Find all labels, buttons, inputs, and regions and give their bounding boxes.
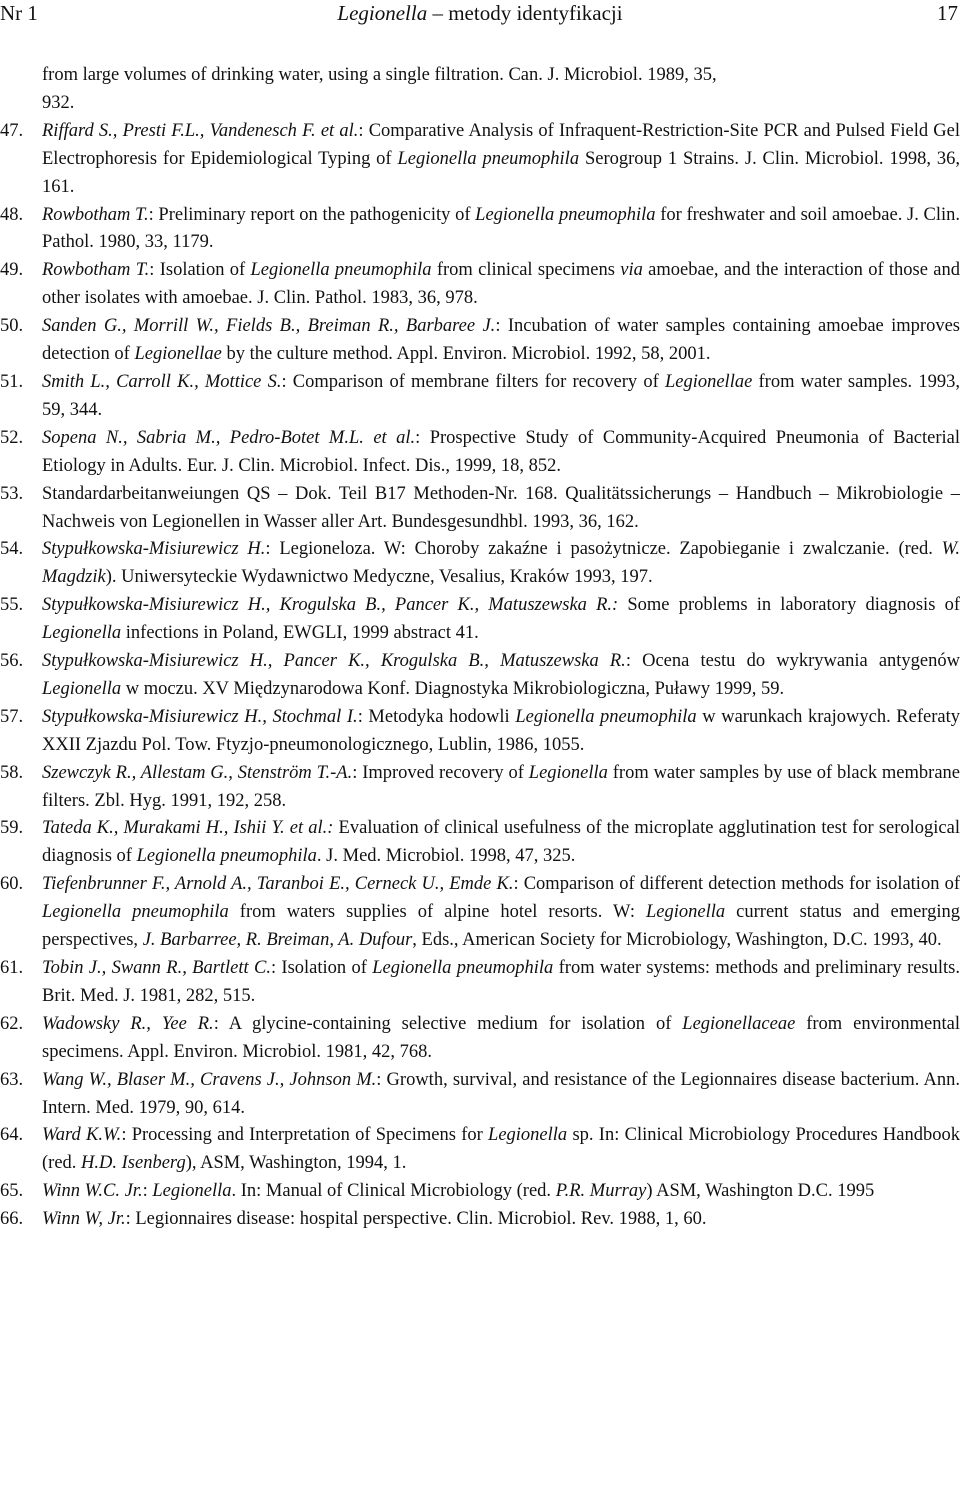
issue-number: Nr 1 bbox=[0, 1, 38, 25]
reference-65: 65. Winn W.C. Jr.: Legionella. In: Manual of Clinical Microbiology (red. P.R. Murray) ASM, Washington D.C. 1995 bbox=[0, 1181, 875, 1202]
reference-list bbox=[0, 62, 960, 1234]
reference-66: 66. Winn W, Jr.: Legionnaires disease: hospital perspective. Clin. Microbiol. Rev. 1988, 1, 60. bbox=[0, 1209, 707, 1230]
reference-58: 58. Szewczyk R., Allestam G., Stenström T.-A.: Improved recovery of Legionella from water samples by use of black membrane filters. Zbl. Hyg. 1991, 192, 258. bbox=[0, 762, 960, 811]
reference-63: 63. Wang W., Blaser M., Cravens J., Johnson M.: Growth, survival, and resistance of the Legionnaires disease bacterium. Ann. Intern. Med. 1979, 90, 614. bbox=[0, 1069, 960, 1118]
reference-62: 62. Wadowsky R., Yee R.: A glycine-containing selective medium for isolation of Legionellaceae from environmental specimens. Appl. Environ. Microbiol. 1981, 42, 768. bbox=[0, 1013, 960, 1062]
reference-57: 57. Stypułkowska-Misiurewicz H., Stochmal I.: Metodyka hodowli Legionella pneumophila w warunkach krajowych. Referaty XXII Zjazdu Pol. Tow. Ftyzjo-pneumonologicznego, Lublin, 1986, 1055. bbox=[0, 706, 960, 755]
running-title: Legionella – metody identyfikacji bbox=[337, 1, 623, 25]
reference-47: 47. Riffard S., Presti F.L., Vandenesch F. et al.: Comparative Analysis of Infraquent-Restriction-Site PCR and Pulsed Field Gel Electrophoresis for Epidemiological Typing of Legionella pneumophila Serogroup 1 Strains. J. Clin. Microbiol. 1998, 36, 161. bbox=[0, 120, 960, 197]
reference-60: 60. Tiefenbrunner F., Arnold A., Taranboi E., Cerneck U., Emde K.: Comparison of different detection methods for isolation of Legionella pneumophila from waters supplies of alpine hotel resorts. W: Legionella current status and emerging perspectives, J. Barbarree, R. Breiman, A. Dufour, Eds., American Society for Microbiology, Washington, D.C. 1993, 40. bbox=[0, 874, 960, 951]
reference-56: 56. Stypułkowska-Misiurewicz H., Pancer K., Krogulska B., Matuszewska R.: Ocena testu do wykrywania antygenów Legionella w moczu. XV Międzynarodowa Konf. Diagnostyka Mikrobiologiczna, Puławy 1999, 59. bbox=[0, 651, 960, 699]
reference-51: 51. Smith L., Carroll K., Mottice S.: Comparison of membrane filters for recovery of Legionellae from water samples. 1993, 59, 344. bbox=[0, 371, 960, 420]
running-header bbox=[0, 0, 960, 28]
reference-continuation: from large volumes of drinking water, using a single filtration. Can. J. Microbiol. 1989, 35, 932. bbox=[42, 65, 717, 113]
reference-49: 49. Rowbotham T.: Isolation of Legionella pneumophila from clinical specimens via amoebae, and the interaction of those and other isolates with amoebae. J. Clin. Pathol. 1983, 36, 978. bbox=[0, 260, 960, 309]
page-number: 17 bbox=[937, 1, 958, 25]
reference-53: 53. Standardarbeitanweiungen QS – Dok. Teil B17 Methoden-Nr. 168. Qualitätssicherungs – Handbuch – Mikrobiologie – Nachweis von Legionellen in Wasser aller Art. Bundesgesundhbl. 1993, 36, 162. bbox=[0, 483, 960, 532]
reference-48: 48. Rowbotham T.: Preliminary report on the pathogenicity of Legionella pneumophila for freshwater and soil amoebae. J. Clin. Pathol. 1980, 33, 1179. bbox=[0, 204, 960, 253]
reference-59: 59. Tateda K., Murakami H., Ishii Y. et al.: Evaluation of clinical usefulness of the microplate agglutination test for serological diagnosis of Legionella pneumophila. J. Med. Microbiol. 1998, 47, 325. bbox=[0, 818, 960, 867]
reference-64: 64. Ward K.W.: Processing and Interpretation of Specimens for Legionella sp. In: Clinical Microbiology Procedures Handbook (red. H.D. Isenberg), ASM, Washington, 1994, 1. bbox=[0, 1125, 960, 1174]
reference-52: 52. Sopena N., Sabria M., Pedro-Botet M.L. et al.: Prospective Study of Community-Acquired Pneumonia of Bacterial Etiology in Adults. Eur. J. Clin. Microbiol. Infect. Dis., 1999, 18, 852. bbox=[0, 427, 960, 476]
reference-55: 55. Stypułkowska-Misiurewicz H., Krogulska B., Pancer K., Matuszewska R.: Some problems in laboratory diagnosis of Legionella infections in Poland, EWGLI, 1999 abstract 41. bbox=[0, 595, 960, 644]
reference-61: 61. Tobin J., Swann R., Bartlett C.: Isolation of Legionella pneumophila from water systems: methods and preliminary results. Brit. Med. J. 1981, 282, 515. bbox=[0, 958, 960, 1006]
reference-54: 54. Stypułkowska-Misiurewicz H.: Legioneloza. W: Choroby zakaźne i pasożytnicze. Zapobieganie i zwalczanie. (red. W. Magdzik). Uniwersyteckie Wydawnictwo Medyczne, Vesalius, Kraków 1993, 197. bbox=[0, 539, 960, 588]
reference-50: 50. Sanden G., Morrill W., Fields B., Breiman R., Barbaree J.: Incubation of water samples containing amoebae improves detection of Legionellae by the culture method. Appl. Environ. Microbiol. 1992, 58, 2001. bbox=[0, 316, 960, 365]
